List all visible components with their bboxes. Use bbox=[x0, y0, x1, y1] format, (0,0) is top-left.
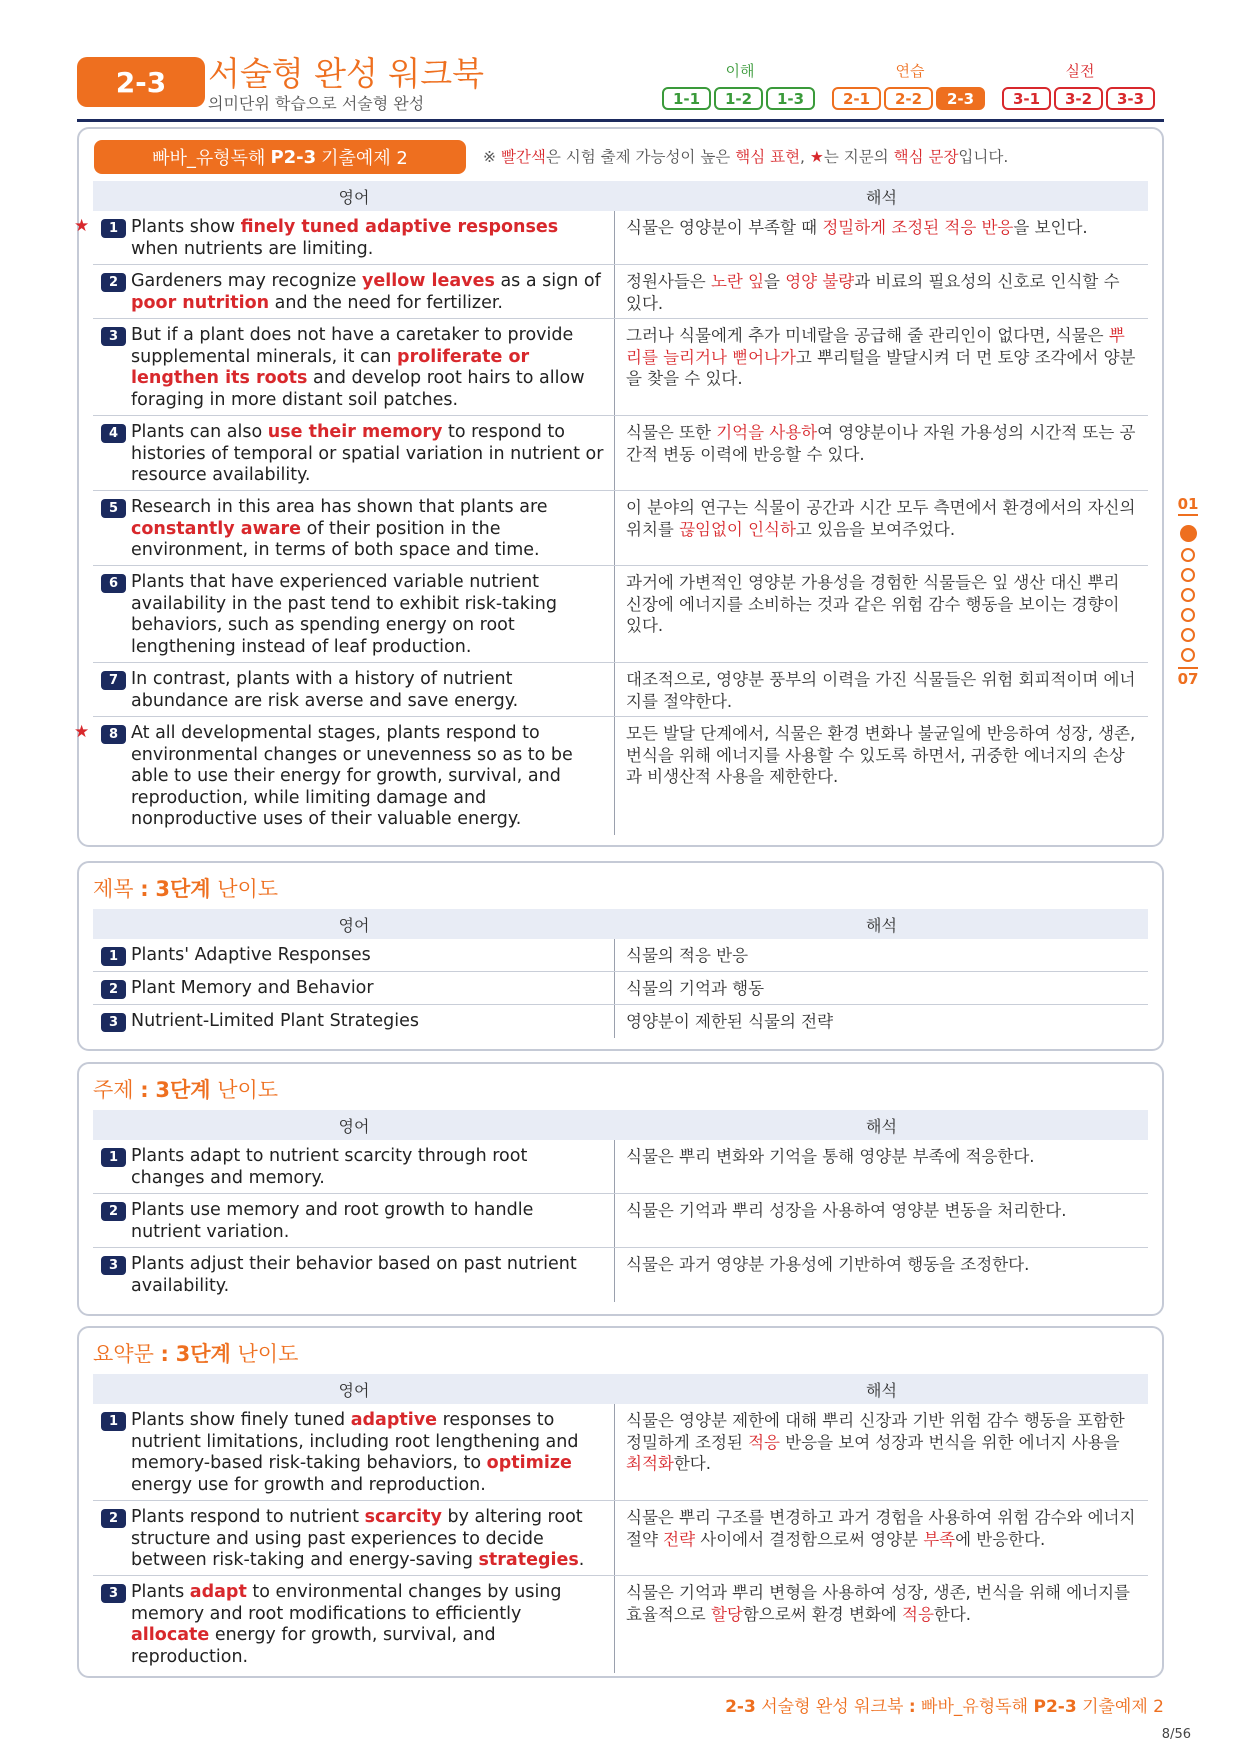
nav-group-real bbox=[1000, 85, 1157, 112]
english-sentence bbox=[93, 491, 615, 565]
row-number: 2 bbox=[101, 980, 126, 999]
note-mark: ※ bbox=[483, 148, 496, 166]
table-row bbox=[93, 1576, 1148, 1673]
table-row bbox=[93, 491, 1148, 566]
note-star: ★ bbox=[809, 148, 824, 166]
passage-rows bbox=[74, 211, 1148, 835]
korean-translation bbox=[615, 566, 1148, 662]
nav-button-3-3[interactable]: 3-3 bbox=[1106, 87, 1155, 110]
text: 식물은 또한 bbox=[626, 423, 717, 442]
sentence-number: 6 bbox=[101, 574, 126, 593]
korean-translation bbox=[615, 211, 1148, 264]
text: energy for growth, survival, and reproduction. bbox=[131, 1625, 496, 1667]
korean-translation bbox=[615, 717, 1148, 835]
text: 식물은 영양분이 부족할 때 bbox=[626, 218, 823, 237]
text: Plants bbox=[131, 1582, 190, 1602]
text: Plants that have experienced variable nutrient availability in the past tend to exhibit risk-taking behaviors, such as spending energy on root lengthening instead of leaf production. bbox=[131, 572, 557, 657]
text: to respond to histories of temporal or spatial variation in nutrient or resource availability. bbox=[131, 422, 604, 485]
text: 을 보인다. bbox=[1013, 218, 1088, 237]
text: Plants use memory and root growth to handle nutrient variation. bbox=[131, 1200, 534, 1242]
sentence-number: 1 bbox=[101, 219, 126, 238]
col-english: 영어 bbox=[338, 1380, 370, 1400]
korean-translation bbox=[615, 319, 1148, 415]
section-label: 요약문 bbox=[93, 1342, 154, 1366]
level: 3단계 bbox=[175, 1342, 231, 1366]
key-expression: constantly aware bbox=[131, 518, 302, 539]
text: 에 반응한다. bbox=[955, 1529, 1046, 1549]
title-rows bbox=[93, 939, 1148, 1038]
text: and the need for fertilizer. bbox=[269, 292, 503, 313]
sentence-number: 5 bbox=[101, 499, 126, 518]
english-summary bbox=[93, 1501, 615, 1575]
korean-topic: 식물은 뿌리 변화와 기억을 통해 영양분 부족에 적응한다. bbox=[626, 1147, 1035, 1166]
text: 식물은 뿌리 구조를 변경하고 과거 경험을 사용하여 위험 감수와 에너지 절약 bbox=[626, 1508, 1136, 1549]
footer-workbook: 서술형 완성 워크북 bbox=[761, 1697, 904, 1717]
text: Plants respond to nutrient bbox=[131, 1507, 365, 1527]
level: 3단계 bbox=[155, 1078, 211, 1102]
text: Gardeners may recognize bbox=[131, 271, 362, 291]
text: 식물은 기억과 뿌리 변형을 사용하여 성장, 생존, 번식을 위해 에너지를 효율적으로 bbox=[626, 1583, 1130, 1624]
progress-indicator bbox=[1173, 495, 1203, 689]
nav-button-1-1[interactable]: 1-1 bbox=[662, 87, 711, 110]
korean-translation bbox=[615, 663, 1148, 716]
nav-group-label-real: 실전 bbox=[1065, 62, 1095, 80]
korean-translation bbox=[615, 265, 1148, 318]
row-number: 1 bbox=[101, 947, 126, 966]
row-number: 2 bbox=[101, 1509, 126, 1528]
text: and develop root hairs to allow foraging in more distant soil patches. bbox=[131, 368, 585, 410]
star-icon: ★ bbox=[74, 722, 90, 742]
korean-summary bbox=[615, 1501, 1148, 1575]
key-expression: poor nutrition bbox=[131, 292, 270, 313]
section-heading bbox=[93, 1074, 278, 1104]
section-label: 주제 bbox=[93, 1078, 134, 1102]
footer-code: 2-3 bbox=[725, 1697, 756, 1717]
table-row bbox=[74, 211, 1148, 265]
note-comma: , bbox=[800, 148, 805, 166]
key-expression: strategies bbox=[478, 1550, 579, 1570]
english-sentence bbox=[93, 566, 615, 662]
english-sentence bbox=[93, 319, 615, 415]
english-title bbox=[93, 972, 615, 1004]
text: 여 영양분이나 자원 가용성의 시간적 또는 공간적 변동 이력에 반응할 수 있다. bbox=[626, 423, 1136, 464]
text: Plants adjust their behavior based on past nutrient availability. bbox=[131, 1254, 577, 1296]
key-expression: 기억을 사용하 bbox=[716, 423, 818, 442]
progress-dot-current[interactable] bbox=[1180, 525, 1197, 542]
sentence-number: 7 bbox=[101, 671, 126, 690]
section-heading bbox=[93, 873, 278, 903]
topic-table-header bbox=[93, 1110, 1148, 1140]
note-end: 입니다. bbox=[958, 148, 1009, 166]
text: 그러나 식물에게 추가 미네랄을 공급해 줄 관리인이 없다면, 식물은 bbox=[626, 326, 1109, 345]
footer-title bbox=[725, 1692, 1164, 1717]
table-row bbox=[93, 1140, 1148, 1194]
english-title bbox=[93, 1005, 615, 1038]
key-expression: yellow leaves bbox=[361, 271, 495, 291]
table-row bbox=[93, 1194, 1148, 1248]
col-english: 영어 bbox=[338, 187, 370, 207]
table-row bbox=[93, 663, 1148, 717]
topic-rows bbox=[93, 1140, 1148, 1302]
table-row bbox=[93, 566, 1148, 663]
progress-end-label: 07 bbox=[1178, 667, 1199, 689]
difficulty: 난이도 bbox=[237, 1342, 299, 1366]
key-expression: scarcity bbox=[364, 1507, 442, 1527]
page-subtitle: 의미단위 학습으로 서술형 완성 bbox=[208, 94, 425, 113]
nav-button-2-3[interactable]: 2-3 bbox=[936, 87, 985, 110]
text: 반응을 보여 성장과 번식을 위한 에너지 사용을 bbox=[779, 1432, 1120, 1452]
key-expression: 부족 bbox=[923, 1529, 956, 1549]
text: Plants' Adaptive Responses bbox=[131, 945, 371, 965]
key-expression: optimize bbox=[486, 1453, 572, 1473]
text: Plants adapt to nutrient scarcity through root changes and memory. bbox=[131, 1146, 528, 1188]
star-icon: ★ bbox=[74, 216, 90, 236]
col-translation: 해석 bbox=[866, 1116, 897, 1136]
sentence-number: 8 bbox=[101, 725, 126, 744]
key-expression: allocate bbox=[131, 1625, 210, 1645]
key-expression: 정밀하게 조정된 적응 반응 bbox=[822, 218, 1014, 237]
progress-dot[interactable] bbox=[1181, 548, 1195, 562]
key-expression: 노란 잎 bbox=[710, 272, 765, 291]
table-row bbox=[93, 939, 1148, 972]
key-expression: adapt bbox=[189, 1582, 247, 1602]
text: 사이에서 결정함으로써 영양분 bbox=[695, 1529, 924, 1549]
text: 대조적으로, 영양분 풍부의 이력을 가진 식물들은 위험 회피적이며 에너지를 절약한다. bbox=[626, 670, 1136, 711]
note-key-expression: 핵심 표현 bbox=[735, 148, 801, 166]
english-topic bbox=[93, 1248, 615, 1302]
nav-button-3-2[interactable]: 3-2 bbox=[1054, 87, 1103, 110]
key-expression: use their memory bbox=[267, 422, 443, 442]
nav-button-2-2[interactable]: 2-2 bbox=[884, 87, 933, 110]
row-number: 3 bbox=[101, 1584, 126, 1603]
text: 모든 발달 단계에서, 식물은 환경 변화나 불균일에 반응하여 성장, 생존, 번식을 위해 에너지를 사용할 수 있도록 하면서, 귀중한 에너지의 손상과 비생산적 사용을 제한한다. bbox=[626, 724, 1136, 786]
table-row bbox=[74, 717, 1148, 835]
korean-title: 영양분이 제한된 식물의 전략 bbox=[626, 1012, 834, 1031]
text: 과 비료의 필요성의 신호로 인식할 수 있다. bbox=[626, 272, 1120, 313]
page-title: 서술형 완성 워크북 bbox=[208, 54, 485, 93]
row-number: 2 bbox=[101, 1202, 126, 1221]
key-expression: proliferate or lengthen its roots bbox=[131, 346, 530, 388]
row-number: 1 bbox=[101, 1148, 126, 1167]
sentence-number: 4 bbox=[101, 424, 126, 443]
table-row bbox=[93, 265, 1148, 319]
text: In contrast, plants with a history of nutrient abundance are risk averse and save energy. bbox=[131, 669, 519, 711]
english-sentence bbox=[93, 663, 615, 716]
korean-topic: 식물은 과거 영양분 가용성에 기반하여 행동을 조정한다. bbox=[626, 1255, 1030, 1274]
header-divider bbox=[77, 119, 1164, 122]
section-heading bbox=[93, 1338, 298, 1368]
row-number: 1 bbox=[101, 1412, 126, 1431]
text: Research in this area has shown that plants are bbox=[131, 497, 548, 517]
english-topic bbox=[93, 1194, 615, 1247]
colon: : bbox=[140, 1078, 149, 1102]
text: Plants show finely tuned bbox=[131, 1410, 351, 1430]
nav-button-1-2[interactable]: 1-2 bbox=[714, 87, 763, 110]
text: energy use for growth and reproduction. bbox=[131, 1474, 486, 1495]
english-topic bbox=[93, 1140, 615, 1193]
difficulty: 난이도 bbox=[217, 1078, 279, 1102]
key-expression: 적응 bbox=[902, 1604, 934, 1624]
colon: : bbox=[160, 1342, 169, 1366]
progress-dot[interactable] bbox=[1181, 568, 1195, 582]
text: Plant Memory and Behavior bbox=[131, 978, 374, 998]
title-panel bbox=[77, 861, 1164, 1051]
text: Plants show bbox=[131, 217, 241, 237]
text: 고 있음을 보여주었다. bbox=[795, 519, 956, 539]
english-summary bbox=[93, 1576, 615, 1673]
colon: : bbox=[140, 877, 149, 901]
summary-panel bbox=[77, 1326, 1164, 1678]
english-sentence bbox=[74, 211, 615, 264]
text: 식물은 영양분 제한에 대해 뿌리 신장과 기반 위험 감수 행동을 포함한 정밀하게 조정된 bbox=[626, 1411, 1125, 1452]
progress-start-label: 01 bbox=[1178, 495, 1199, 516]
sentence-number: 2 bbox=[101, 273, 126, 292]
text: when nutrients are limiting. bbox=[131, 238, 374, 259]
text: At all developmental stages, plants respond to environmental changes or unevenness so as to be able to use their energy for growth, survival, and reproduction, while limiting damage and nonproductive uses of their valuable energy. bbox=[131, 723, 573, 829]
footer-book: 빠바_유형독해 bbox=[921, 1697, 1029, 1717]
text: 한다. bbox=[673, 1454, 711, 1473]
nav-group-understand bbox=[660, 85, 817, 112]
key-expression: adaptive bbox=[350, 1410, 438, 1430]
row-number: 3 bbox=[101, 1013, 126, 1032]
progress-dot[interactable] bbox=[1181, 588, 1195, 602]
table-row bbox=[93, 416, 1148, 491]
summary-rows bbox=[93, 1404, 1148, 1673]
key-expression: 영양 불량 bbox=[785, 272, 855, 291]
key-expression: 끊임없이 인식하 bbox=[679, 519, 796, 539]
text: 을 bbox=[764, 272, 786, 291]
english-summary bbox=[93, 1404, 615, 1500]
text: But if a plant does not have a caretaker to provide supplemental minerals, it can bbox=[131, 325, 574, 367]
text: 한다. bbox=[933, 1604, 972, 1624]
key-expression: 할당 bbox=[710, 1604, 743, 1624]
note-key-sentence: 핵심 문장 bbox=[893, 148, 959, 166]
passage-panel bbox=[74, 127, 1164, 847]
col-english: 영어 bbox=[338, 915, 370, 935]
col-translation: 해석 bbox=[866, 187, 897, 207]
text: 정원사들은 bbox=[626, 272, 711, 291]
nav-group-practice bbox=[830, 85, 987, 112]
korean-title: 식물의 적응 반응 bbox=[626, 946, 749, 965]
text: by altering root structure and using past experiences to decide between risk-taking and energy-saving bbox=[131, 1507, 583, 1570]
passage-table-header bbox=[93, 181, 1148, 211]
progress-dot[interactable] bbox=[1181, 648, 1195, 662]
table-row bbox=[93, 319, 1148, 416]
title-table-header bbox=[93, 909, 1148, 939]
text: responses to nutrient limitations, including root lengthening and memory-based risk-taking behaviors, to bbox=[131, 1410, 579, 1473]
nav-button-2-1[interactable]: 2-1 bbox=[832, 87, 881, 110]
col-translation: 해석 bbox=[866, 1380, 897, 1400]
text: Nutrient-Limited Plant Strategies bbox=[131, 1011, 419, 1031]
key-expression: 전략 bbox=[663, 1529, 696, 1549]
nav-button-3-1[interactable]: 3-1 bbox=[1002, 87, 1051, 110]
text: of their position in the environment, in terms of both space and time. bbox=[131, 518, 540, 560]
footer-part: P2-3 bbox=[1033, 1697, 1077, 1717]
text: 이 분야의 연구는 식물이 공간과 시간 모두 측면에서 환경에서의 자신의 위치를 bbox=[626, 498, 1136, 539]
text: 함으로써 환경 변화에 bbox=[742, 1604, 903, 1624]
topic-panel bbox=[77, 1062, 1164, 1316]
english-sentence bbox=[93, 265, 615, 318]
table-row bbox=[93, 1404, 1148, 1501]
korean-translation bbox=[615, 416, 1148, 490]
footer-separator: : bbox=[908, 1697, 916, 1717]
korean-topic: 식물은 기억과 뿌리 성장을 사용하여 영양분 변동을 처리한다. bbox=[626, 1201, 1067, 1220]
nav-group-label-understand: 이해 bbox=[725, 62, 755, 80]
table-row bbox=[93, 972, 1148, 1005]
col-translation: 해석 bbox=[866, 915, 897, 935]
english-title bbox=[93, 939, 615, 971]
key-expression: 뿌리를 늘리거나 뻗어나가 bbox=[626, 326, 1125, 367]
text: 과거에 가변적인 영양분 가용성을 경험한 식물들은 잎 생산 대신 뿌리 신장에 에너지를 소비하는 것과 같은 위험 감수 행동을 보이는 경향이 있다. bbox=[626, 573, 1120, 635]
nav-group-label-practice: 연습 bbox=[895, 62, 925, 80]
table-row bbox=[93, 1248, 1148, 1302]
summary-table-header bbox=[93, 1374, 1148, 1404]
key-expression: finely tuned adaptive responses bbox=[240, 217, 559, 237]
col-english: 영어 bbox=[338, 1116, 370, 1136]
korean-translation bbox=[615, 491, 1148, 565]
legend-note bbox=[483, 145, 1008, 167]
english-sentence bbox=[93, 416, 615, 490]
source-item: 기출예제 2 bbox=[321, 148, 408, 169]
unit-badge: 2-3 bbox=[77, 57, 205, 107]
row-number: 3 bbox=[101, 1256, 126, 1275]
note-red-word: 빨간색 bbox=[500, 148, 546, 166]
korean-title: 식물의 기억과 행동 bbox=[626, 979, 765, 998]
korean-summary bbox=[615, 1576, 1148, 1673]
text: . bbox=[578, 1550, 585, 1570]
page-number: 8/56 bbox=[1161, 1727, 1191, 1742]
source-tag bbox=[94, 140, 466, 174]
english-sentence bbox=[74, 717, 615, 835]
text: 고 뿌리털을 발달시켜 더 먼 토양 조각에서 양분을 찾을 수 있다. bbox=[626, 347, 1136, 388]
table-row bbox=[93, 1005, 1148, 1038]
note-text: 은 시험 출제 가능성이 높은 bbox=[545, 148, 731, 166]
text: to environmental changes by using memory and root modifications to efficiently bbox=[131, 1582, 562, 1624]
sentence-number: 3 bbox=[101, 327, 126, 346]
difficulty: 난이도 bbox=[217, 877, 279, 901]
text: as a sign of bbox=[494, 271, 601, 291]
note-text-2: 는 지문의 bbox=[823, 148, 889, 166]
korean-summary bbox=[615, 1404, 1148, 1500]
text: Plants can also bbox=[131, 422, 268, 442]
table-row bbox=[93, 1501, 1148, 1576]
progress-dot[interactable] bbox=[1181, 628, 1195, 642]
level: 3단계 bbox=[155, 877, 211, 901]
source-part: P2-3 bbox=[270, 146, 317, 168]
key-expression: 적응 bbox=[748, 1432, 780, 1452]
section-label: 제목 bbox=[93, 877, 134, 901]
footer-item: 기출예제 2 bbox=[1082, 1697, 1164, 1717]
key-expression: 최적화 bbox=[626, 1454, 674, 1473]
nav-button-1-3[interactable]: 1-3 bbox=[766, 87, 815, 110]
source-book: 빠바_유형독해 bbox=[152, 148, 266, 169]
progress-dot[interactable] bbox=[1181, 608, 1195, 622]
